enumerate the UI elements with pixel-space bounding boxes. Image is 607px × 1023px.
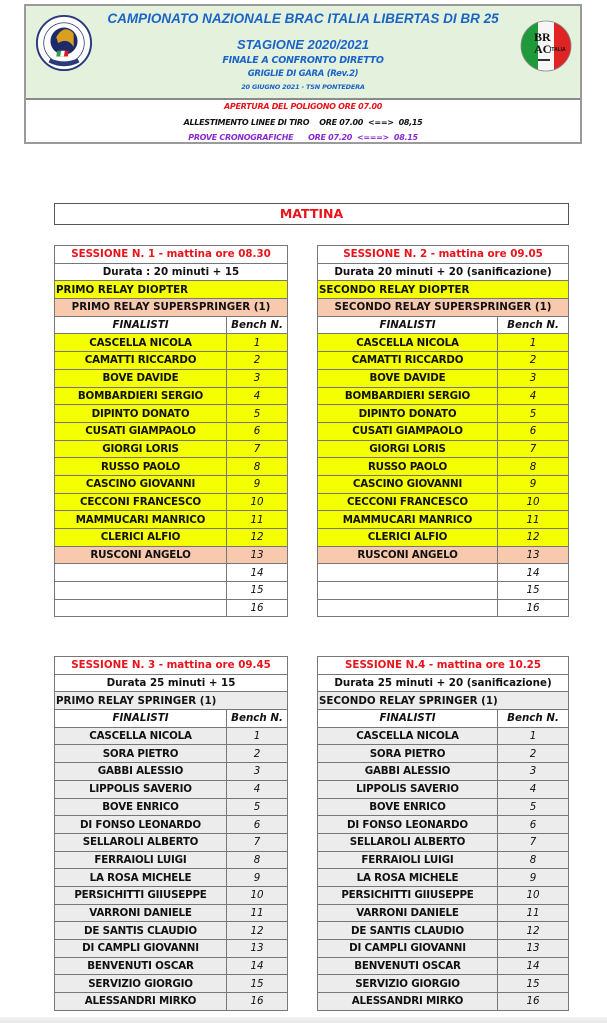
table-row xyxy=(55,922,288,940)
finalist-name: LIPPOLIS SAVERIO xyxy=(318,780,498,798)
finalist-name: GABBI ALESSIO xyxy=(55,763,227,781)
table-row xyxy=(55,851,288,869)
table-row xyxy=(318,727,569,745)
table-row xyxy=(318,405,569,423)
table-row xyxy=(318,352,569,370)
table-row xyxy=(55,975,288,993)
finalist-name: BENVENUTI OSCAR xyxy=(318,957,498,975)
bench-number: 14 xyxy=(227,564,288,582)
finalist-name: GIORGI LORIS xyxy=(318,440,498,458)
final-subtitle: FINALE A CONFRONTO DIRETTO xyxy=(222,55,384,66)
bench-number: 10 xyxy=(227,493,288,511)
relay-springer-row xyxy=(55,692,288,710)
column-header-row xyxy=(55,710,288,728)
column-header-finalisti: FINALISTI xyxy=(55,710,227,728)
table-row xyxy=(318,780,569,798)
table-row xyxy=(318,745,569,763)
table-row xyxy=(55,422,288,440)
table-row xyxy=(318,904,569,922)
bench-number: 5 xyxy=(498,405,569,423)
header-banner xyxy=(26,6,580,100)
bench-number: 7 xyxy=(498,833,569,851)
finalist-name: CECCONI FRANCESCO xyxy=(318,493,498,511)
bench-number: 8 xyxy=(498,458,569,476)
bench-number: 16 xyxy=(227,599,288,617)
table-row xyxy=(55,940,288,958)
table-row xyxy=(318,798,569,816)
finalist-name: BOVE DAVIDE xyxy=(55,369,227,387)
bench-number: 15 xyxy=(227,975,288,993)
finalist-name: SELLAROLI ALBERTO xyxy=(55,833,227,851)
finalist-name: CECCONI FRANCESCO xyxy=(55,493,227,511)
relay-springer-row xyxy=(318,692,569,710)
bench-number: 11 xyxy=(498,511,569,529)
table-row xyxy=(55,745,288,763)
table-row xyxy=(318,763,569,781)
bench-number: 7 xyxy=(498,440,569,458)
session-title: SESSIONE N. 1 - mattina ore 08.30 xyxy=(55,246,288,264)
relay-diopter-row xyxy=(55,281,288,299)
finalist-name: CASCELLA NICOLA xyxy=(318,727,498,745)
table-row xyxy=(55,727,288,745)
column-header-finalisti: FINALISTI xyxy=(55,316,227,334)
finalist-name: BOMBARDIERI SERGIO xyxy=(55,387,227,405)
session-title: SESSIONE N.4 - mattina ore 10.25 xyxy=(318,657,569,675)
finalist-name: DE SANTIS CLAUDIO xyxy=(318,922,498,940)
bench-number: 7 xyxy=(227,833,288,851)
finalist-name: LA ROSA MICHELE xyxy=(318,869,498,887)
range-opening: APERTURA DEL POLIGONO ORE 07.00 xyxy=(223,102,382,111)
session-duration-row xyxy=(318,263,569,281)
bench-number: 1 xyxy=(498,727,569,745)
table-row xyxy=(318,511,569,529)
bench-number: 4 xyxy=(227,387,288,405)
relay-superspringer-label: PRIMO RELAY SUPERSPRINGER (1) xyxy=(55,299,288,317)
finalist-name: LIPPOLIS SAVERIO xyxy=(55,780,227,798)
table-row xyxy=(318,833,569,851)
table-row xyxy=(55,458,288,476)
finalist-name: GIORGI LORIS xyxy=(55,440,227,458)
relay-diopter-label: SECONDO RELAY DIOPTER xyxy=(318,281,569,299)
bench-number: 2 xyxy=(227,352,288,370)
table-row xyxy=(55,334,288,352)
finalist-name: GABBI ALESSIO xyxy=(318,763,498,781)
relay-springer-label: PRIMO RELAY SPRINGER (1) xyxy=(55,692,288,710)
bench-number: 5 xyxy=(227,798,288,816)
session-duration-row xyxy=(55,263,288,281)
table-row xyxy=(318,582,569,600)
table-row xyxy=(318,599,569,617)
column-header-finalisti: FINALISTI xyxy=(318,316,498,334)
championship-title: CAMPIONATO NAZIONALE BRAC ITALIA LIBERTAS DI BR 25 xyxy=(107,11,499,26)
bench-number: 2 xyxy=(498,745,569,763)
finalist-name xyxy=(55,599,227,617)
table-row xyxy=(318,387,569,405)
table-row xyxy=(55,564,288,582)
finalist-name: PERSICHITTI GIIUSEPPE xyxy=(318,886,498,904)
finalist-name: CASCELLA NICOLA xyxy=(55,727,227,745)
finalist-name: BOVE DAVIDE xyxy=(318,369,498,387)
table-row xyxy=(55,546,288,564)
table-row xyxy=(318,993,569,1011)
finalist-name: CASCELLA NICOLA xyxy=(318,334,498,352)
bench-number: 12 xyxy=(227,529,288,547)
session-duration: Durata 25 minuti + 15 xyxy=(55,674,288,692)
session-1-table xyxy=(54,245,288,617)
bench-number: 8 xyxy=(498,851,569,869)
bench-number: 3 xyxy=(227,369,288,387)
finalist-name: LA ROSA MICHELE xyxy=(55,869,227,887)
table-row xyxy=(55,511,288,529)
bench-number: 11 xyxy=(498,904,569,922)
bench-number: 16 xyxy=(227,993,288,1011)
table-row xyxy=(318,546,569,564)
svg-text:AC: AC xyxy=(534,42,552,56)
svg-text:BR: BR xyxy=(534,30,551,44)
bench-number: 16 xyxy=(498,599,569,617)
table-row xyxy=(318,369,569,387)
table-row xyxy=(55,493,288,511)
bench-number: 1 xyxy=(227,334,288,352)
bench-number: 7 xyxy=(227,440,288,458)
finalist-name: SERVIZIO GIORGIO xyxy=(318,975,498,993)
table-row xyxy=(318,851,569,869)
table-row xyxy=(55,352,288,370)
finalist-name: DE SANTIS CLAUDIO xyxy=(55,922,227,940)
brac-italia-logo-icon xyxy=(520,20,572,72)
bench-number: 15 xyxy=(498,975,569,993)
bench-number: 11 xyxy=(227,511,288,529)
chrono-tests-time: PROVE CRONOGRAFICHE ORE 07.20 <===> 08.15 xyxy=(188,133,418,142)
session-title: SESSIONE N. 3 - mattina ore 09.45 xyxy=(55,657,288,675)
table-row xyxy=(55,599,288,617)
bench-number: 9 xyxy=(227,475,288,493)
table-row xyxy=(318,886,569,904)
session-3-table xyxy=(54,656,288,1011)
finalist-name: CUSATI GIAMPAOLO xyxy=(318,422,498,440)
finalist-name: CASCINO GIOVANNI xyxy=(55,475,227,493)
bench-number: 11 xyxy=(227,904,288,922)
finalist-name: CAMATTI RICCARDO xyxy=(318,352,498,370)
session-title: SESSIONE N. 2 - mattina ore 09.05 xyxy=(318,246,569,264)
finalist-name: RUSCONI ANGELO xyxy=(55,546,227,564)
line-setup-time: ALLESTIMENTO LINEE DI TIRO ORE 07.00 <==> 08,15 xyxy=(183,118,423,127)
finalist-name: ALESSANDRI MIRKO xyxy=(55,993,227,1011)
bench-number: 13 xyxy=(227,546,288,564)
table-row xyxy=(318,816,569,834)
bench-number: 12 xyxy=(498,529,569,547)
bench-number: 5 xyxy=(227,405,288,423)
finalist-name: FERRAIOLI LUIGI xyxy=(318,851,498,869)
session-title-row xyxy=(55,657,288,675)
bench-number: 4 xyxy=(498,387,569,405)
finalist-name: SERVIZIO GIORGIO xyxy=(55,975,227,993)
bench-number: 9 xyxy=(498,475,569,493)
grid-revision: GRIGLIE DI GARA (Rev.2) xyxy=(247,69,359,79)
bench-number: 2 xyxy=(227,745,288,763)
table-row xyxy=(55,763,288,781)
finalist-name: DI CAMPLI GIOVANNI xyxy=(55,940,227,958)
finalist-name: CLERICI ALFIO xyxy=(55,529,227,547)
table-row xyxy=(318,975,569,993)
table-row xyxy=(318,940,569,958)
table-row xyxy=(55,886,288,904)
relay-diopter-label: PRIMO RELAY DIOPTER xyxy=(55,281,288,299)
finalist-name: CLERICI ALFIO xyxy=(318,529,498,547)
bench-number: 6 xyxy=(227,422,288,440)
table-row xyxy=(55,816,288,834)
session-4-table xyxy=(317,656,569,1011)
finalist-name: DI FONSO LEONARDO xyxy=(55,816,227,834)
bench-number: 5 xyxy=(498,798,569,816)
column-header-row xyxy=(318,710,569,728)
finalist-name: CASCELLA NICOLA xyxy=(55,334,227,352)
finalist-name: VARRONI DANIELE xyxy=(318,904,498,922)
column-header-bench: Bench N. xyxy=(498,316,569,334)
table-row xyxy=(55,993,288,1011)
svg-text:ITALIA: ITALIA xyxy=(550,47,566,53)
table-row xyxy=(318,529,569,547)
finalist-name: DIPINTO DONATO xyxy=(318,405,498,423)
table-row xyxy=(318,440,569,458)
table-row xyxy=(55,780,288,798)
relay-superspringer-label: SECONDO RELAY SUPERSPRINGER (1) xyxy=(318,299,569,317)
table-row xyxy=(318,334,569,352)
bench-number: 16 xyxy=(498,993,569,1011)
bench-number: 10 xyxy=(227,886,288,904)
session-duration: Durata 20 minuti + 20 (sanificazione) xyxy=(318,263,569,281)
finalist-name xyxy=(55,564,227,582)
finalist-name xyxy=(318,582,498,600)
finalist-name: SELLAROLI ALBERTO xyxy=(318,833,498,851)
finalist-name xyxy=(55,582,227,600)
session-title-row xyxy=(318,246,569,264)
finalist-name: ALESSANDRI MIRKO xyxy=(318,993,498,1011)
bench-number: 8 xyxy=(227,458,288,476)
relay-springer-label: SECONDO RELAY SPRINGER (1) xyxy=(318,692,569,710)
bench-number: 14 xyxy=(498,564,569,582)
table-row xyxy=(55,869,288,887)
bench-number: 3 xyxy=(498,763,569,781)
session-duration: Durata : 20 minuti + 15 xyxy=(55,263,288,281)
finalist-name: CAMATTI RICCARDO xyxy=(55,352,227,370)
date-place: 20 GIUGNO 2021 - TSN PONTEDERA xyxy=(241,83,365,91)
bench-number: 10 xyxy=(498,493,569,511)
relay-superspringer-row xyxy=(318,299,569,317)
finalist-name: BENVENUTI OSCAR xyxy=(55,957,227,975)
finalist-name: DIPINTO DONATO xyxy=(55,405,227,423)
table-row xyxy=(55,798,288,816)
finalist-name: DI CAMPLI GIOVANNI xyxy=(318,940,498,958)
bench-number: 8 xyxy=(227,851,288,869)
bench-number: 15 xyxy=(227,582,288,600)
bench-number: 1 xyxy=(227,727,288,745)
bench-number: 9 xyxy=(498,869,569,887)
bench-number: 12 xyxy=(498,922,569,940)
finalist-name: CASCINO GIOVANNI xyxy=(318,475,498,493)
finalist-name: SORA PIETRO xyxy=(318,745,498,763)
column-header-bench: Bench N. xyxy=(227,316,288,334)
bench-number: 2 xyxy=(498,352,569,370)
finalist-name: RUSSO PAOLO xyxy=(318,458,498,476)
finalist-name: BOMBARDIERI SERGIO xyxy=(318,387,498,405)
session-duration: Durata 25 minuti + 20 (sanificazione) xyxy=(318,674,569,692)
season-label: STAGIONE 2020/2021 xyxy=(237,37,369,52)
column-header-finalisti: FINALISTI xyxy=(318,710,498,728)
table-row xyxy=(318,922,569,940)
table-row xyxy=(318,475,569,493)
column-header-row xyxy=(55,316,288,334)
bench-number: 6 xyxy=(498,422,569,440)
bench-number: 6 xyxy=(227,816,288,834)
finalist-name xyxy=(318,599,498,617)
bench-number: 6 xyxy=(498,816,569,834)
table-row xyxy=(55,405,288,423)
table-row xyxy=(55,387,288,405)
bench-number: 9 xyxy=(227,869,288,887)
column-header-bench: Bench N. xyxy=(498,710,569,728)
table-row xyxy=(55,833,288,851)
bench-number: 14 xyxy=(498,957,569,975)
table-row xyxy=(55,957,288,975)
finalist-name: BOVE ENRICO xyxy=(55,798,227,816)
bench-number: 13 xyxy=(227,940,288,958)
relay-superspringer-row xyxy=(55,299,288,317)
table-row xyxy=(318,957,569,975)
session-duration-row xyxy=(55,674,288,692)
section-title-mattina: MATTINA xyxy=(54,203,569,225)
bench-number: 10 xyxy=(498,886,569,904)
finalist-name xyxy=(318,564,498,582)
table-row xyxy=(318,564,569,582)
bench-number: 13 xyxy=(498,546,569,564)
column-header-bench: Bench N. xyxy=(227,710,288,728)
table-row xyxy=(55,440,288,458)
bench-number: 13 xyxy=(498,940,569,958)
column-header-row xyxy=(318,316,569,334)
session-duration-row xyxy=(318,674,569,692)
document-header xyxy=(24,4,582,144)
bench-number: 15 xyxy=(498,582,569,600)
table-row xyxy=(55,904,288,922)
finalist-name: DI FONSO LEONARDO xyxy=(318,816,498,834)
page-bottom-edge xyxy=(0,1017,607,1023)
session-title-row xyxy=(318,657,569,675)
bench-number: 4 xyxy=(498,780,569,798)
finalist-name: SORA PIETRO xyxy=(55,745,227,763)
finalist-name: MAMMUCARI MANRICO xyxy=(55,511,227,529)
finalist-name: RUSCONI ANGELO xyxy=(318,546,498,564)
table-row xyxy=(55,369,288,387)
session-2-table xyxy=(317,245,569,617)
finalist-name: MAMMUCARI MANRICO xyxy=(318,511,498,529)
finalist-name: CUSATI GIAMPAOLO xyxy=(55,422,227,440)
bench-number: 3 xyxy=(227,763,288,781)
finalist-name: BOVE ENRICO xyxy=(318,798,498,816)
bench-number: 12 xyxy=(227,922,288,940)
table-row xyxy=(318,493,569,511)
finalist-name: PERSICHITTI GIIUSEPPE xyxy=(55,886,227,904)
bench-number: 14 xyxy=(227,957,288,975)
bench-number: 1 xyxy=(498,334,569,352)
table-row xyxy=(55,529,288,547)
finalist-name: VARRONI DANIELE xyxy=(55,904,227,922)
table-row xyxy=(55,582,288,600)
table-row xyxy=(318,458,569,476)
finalist-name: FERRAIOLI LUIGI xyxy=(55,851,227,869)
table-row xyxy=(55,475,288,493)
relay-diopter-row xyxy=(318,281,569,299)
table-row xyxy=(318,869,569,887)
session-title-row xyxy=(55,246,288,264)
bench-number: 4 xyxy=(227,780,288,798)
finalist-name: RUSSO PAOLO xyxy=(55,458,227,476)
bench-number: 3 xyxy=(498,369,569,387)
table-row xyxy=(318,422,569,440)
